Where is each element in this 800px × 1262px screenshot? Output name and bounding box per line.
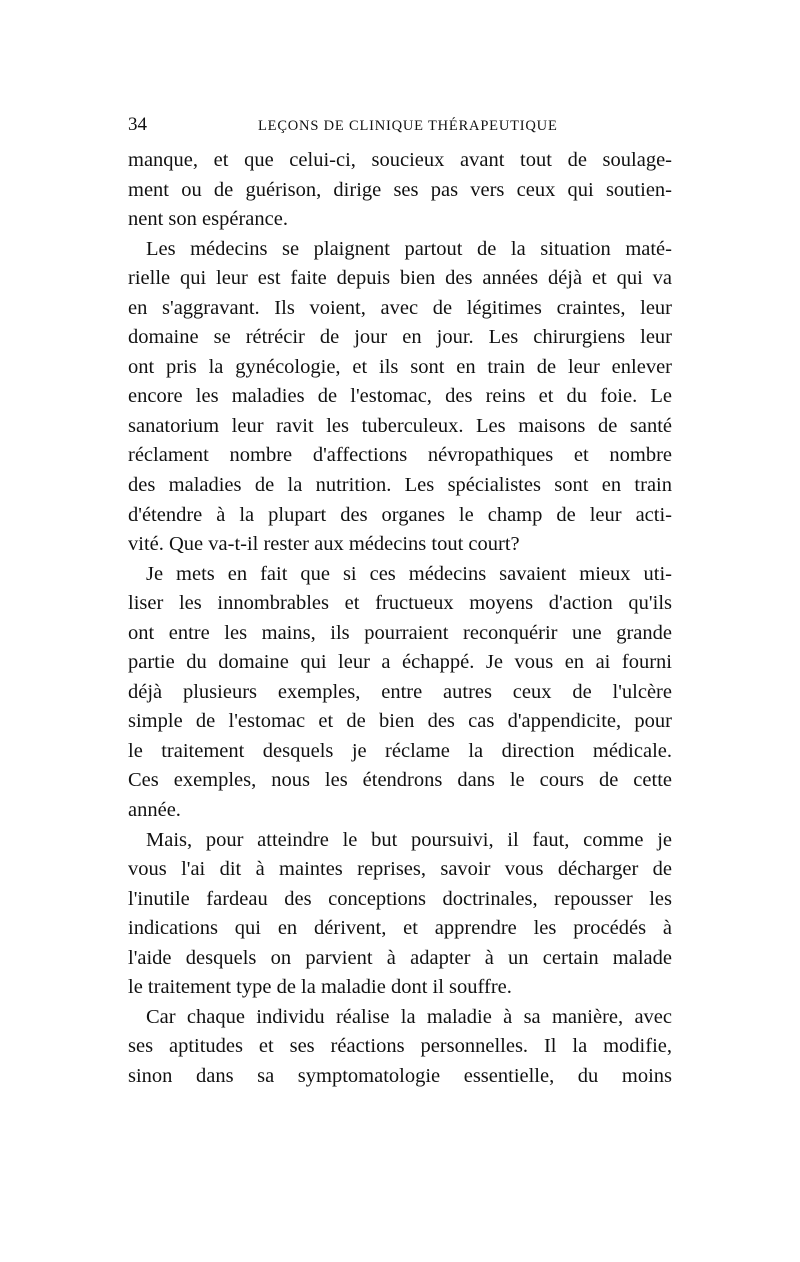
text-line: en s'aggravant. Ils voient, avec de légitimes craintes, leur [128,296,672,319]
text-line: ont pris la gynécologie, et ils sont en train de leur enlever [128,355,672,378]
text-line: réclament nombre d'affections névropathiques et nombre [128,444,672,467]
running-head-title: LEÇONS DE CLINIQUE THÉRAPEUTIQUE [258,118,558,134]
text-line: Je mets en fait que si ces médecins savaient mieux uti- [146,562,672,585]
paragraph [128,235,672,560]
text-line: manque, et que celui-ci, soucieux avant tout de soulage- [128,149,672,171]
text-line: déjà plusieurs exemples, entre autres ceux de l'ulcère [128,680,672,703]
text-line: liser les innombrables et fructueux moyens d'action qu'ils [128,592,672,615]
text-line: rielle qui leur est faite depuis bien des années déjà et qui va [128,267,672,290]
book-page [128,108,672,1092]
text-line: Car chaque individu réalise la maladie à sa manière, avec [146,1005,672,1028]
text-line: le traitement type de la maladie dont il souffre. [128,976,512,999]
body-text [128,146,672,1092]
text-line: vité. Que va-t-il rester aux médecins tout court? [128,533,520,556]
text-line: des maladies de la nutrition. Les spécialistes sont en train [128,474,672,497]
running-head [128,108,672,138]
paragraph [128,1003,672,1092]
text-line: d'étendre à la plupart des organes le champ de leur acti- [128,503,672,526]
text-line: l'inutile fardeau des conceptions doctrinales, repousser les [128,887,672,910]
text-line: le traitement desquels je réclame la direction médicale. [128,739,672,762]
text-line: simple de l'estomac et de bien des cas d'appendicite, pour [128,710,672,733]
text-line: domaine se rétrécir de jour en jour. Les chirurgiens leur [128,326,672,349]
text-line: ses aptitudes et ses réactions personnelles. Il la modifie, [128,1035,672,1058]
paragraph [128,826,672,1003]
text-line: ment ou de guérison, dirige ses pas vers ceux qui soutien- [128,178,672,201]
text-line: sanatorium leur ravit les tuberculeux. Les maisons de santé [128,414,672,437]
text-line: ont entre les mains, ils pourraient reconquérir une grande [128,621,672,644]
paragraph [128,560,672,826]
text-line: sinon dans sa symptomatologie essentielle, du moins [128,1064,672,1087]
text-line: Ces exemples, nous les étendrons dans le cours de cette [128,769,672,792]
text-line: nent son espérance. [128,208,288,231]
paragraph [128,146,672,235]
text-line: indications qui en dérivent, et apprendre les procédés à [128,917,672,940]
text-line: Les médecins se plaignent partout de la situation maté- [146,237,672,260]
page-number: 34 [128,114,147,135]
text-line: année. [128,799,181,822]
text-line: encore les maladies de l'estomac, des reins et du foie. Le [128,385,672,408]
text-line: l'aide desquels on parvient à adapter à un certain malade [128,946,672,969]
text-line: vous l'ai dit à maintes reprises, savoir vous décharger de [128,858,672,881]
text-line: Mais, pour atteindre le but poursuivi, il faut, comme je [146,828,672,851]
text-line: partie du domaine qui leur a échappé. Je vous en ai fourni [128,651,672,674]
